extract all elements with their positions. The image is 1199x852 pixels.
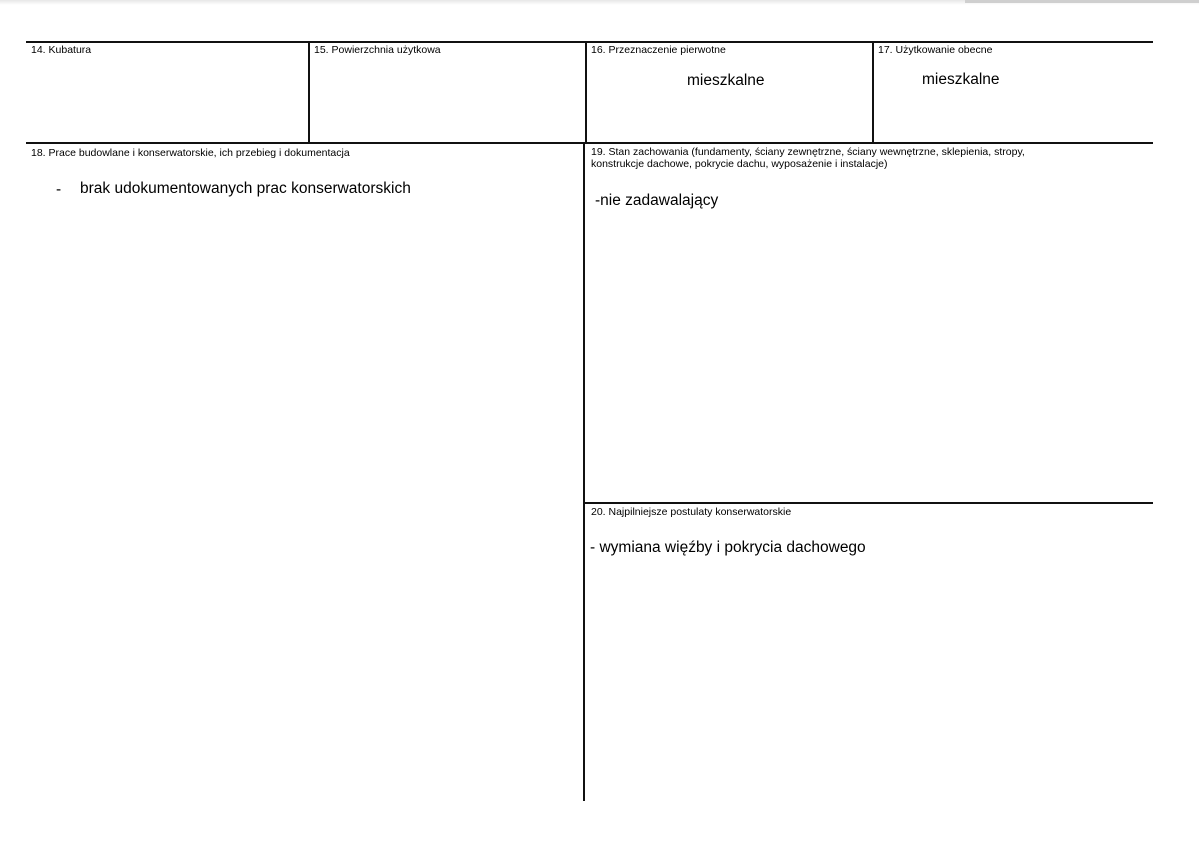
field-20-label: 20. Najpilniejsze postulaty konserwatorskie <box>591 506 792 518</box>
field-16-value: mieszkalne <box>687 72 765 89</box>
field-18-label: 18. Prace budowlane i konserwatorskie, ich przebieg i dokumentacja <box>31 147 350 159</box>
field-14-label: 14. Kubatura <box>31 44 92 56</box>
field-19-label: 19. Stan zachowania (fundamenty, ściany zewnętrzne, ściany wewnętrzne, sklepienia, stropy, konstrukcje dachowe, pokrycie dachu, wyposażenie i instalacje) <box>591 146 1025 170</box>
field-15-label: 15. Powierzchnia użytkowa <box>314 44 441 56</box>
col-divider-middle <box>583 142 585 801</box>
scan-edge-shadow <box>965 0 1199 3</box>
field-18-bullet: - <box>56 181 62 198</box>
field-16-label: 16. Przeznaczenie pierwotne <box>591 44 726 56</box>
col-divider-17 <box>872 41 874 142</box>
row-divider-20 <box>584 502 1153 504</box>
col-divider-15 <box>308 41 310 142</box>
col-divider-16 <box>585 41 587 142</box>
top-border <box>26 41 1153 43</box>
field-17-value: mieszkalne <box>922 71 1000 88</box>
row-divider-1 <box>26 142 1153 144</box>
field-18-value: brak udokumentowanych prac konserwatorskich <box>80 180 411 197</box>
field-17-label: 17. Użytkowanie obecne <box>878 44 993 56</box>
field-20-value: - wymiana więźby i pokrycia dachowego <box>590 539 866 556</box>
field-19-value: -nie zadawalający <box>595 192 719 209</box>
